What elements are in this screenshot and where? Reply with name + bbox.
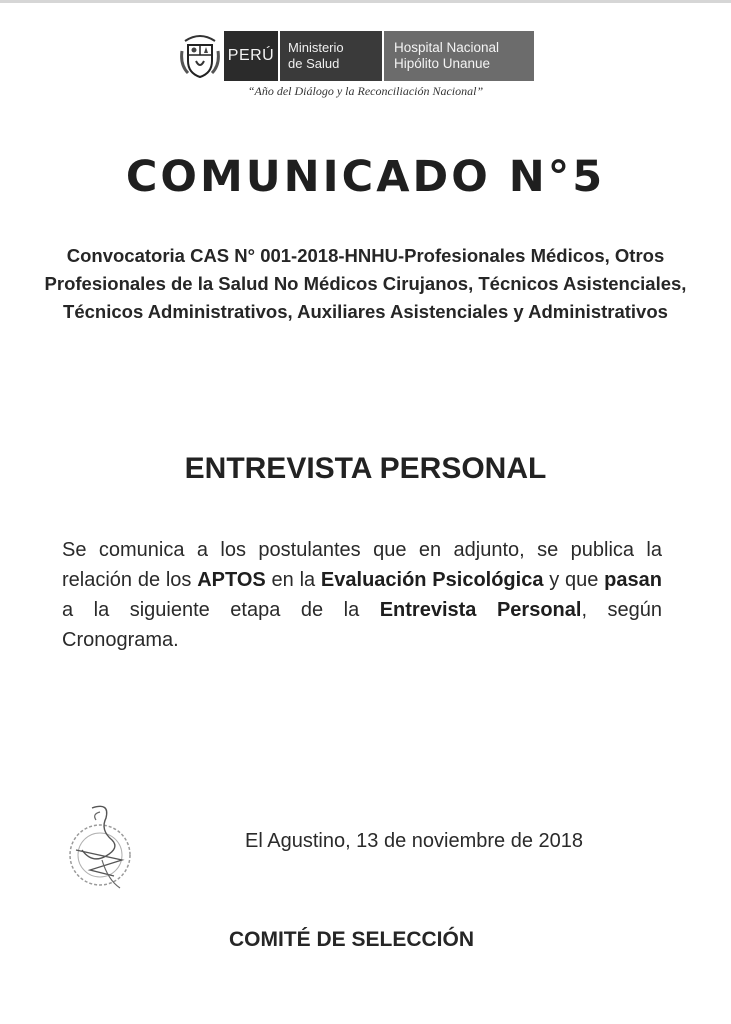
body-part-5: , según Cronograma.	[62, 599, 663, 651]
ministry-line-2: de Salud	[288, 56, 340, 71]
ministry-line-1: Ministerio	[288, 40, 344, 55]
signature-committee: COMITÉ DE SELECCIÓN	[228, 928, 475, 951]
call-description: Convocatoria CAS N° 001-2018-HNHU-Profesionales Médicos, Otros Profesionales de la Salud No Médicos Cirujanos, Técnicos Asistenciales, Técnicos Administrativos, Auxiliares Asistenciales y Administrativos	[44, 245, 687, 322]
announcement-body	[62, 535, 662, 655]
body-part-3: y que	[543, 569, 605, 591]
hospital-line-2: Hipólito Unanue	[394, 56, 491, 71]
body-bold-interview: Entrevista Personal	[379, 599, 582, 621]
signature-stamp	[62, 800, 142, 895]
body-bold-aptos: APTOS	[197, 569, 266, 591]
document-title: COMUNICADO N°5	[125, 152, 606, 202]
body-part-1: Se comunica a los postulantes que en adjunto, se publica la relación de los	[62, 539, 662, 591]
ministry-label	[278, 31, 382, 81]
coat-of-arms-icon	[178, 31, 222, 81]
hospital-line-1: Hospital Nacional	[394, 40, 500, 55]
body-bold-pasan: pasan	[604, 569, 662, 591]
peru-label: PERÚ	[222, 31, 278, 81]
section-title: ENTREVISTA PERSONAL	[184, 452, 547, 485]
hospital-label	[382, 31, 534, 81]
body-part-2: en la	[265, 569, 321, 591]
institution-logo	[178, 31, 534, 81]
body-bold-evaluation: Evaluación Psicológica	[320, 569, 544, 591]
page-top-edge	[0, 0, 731, 3]
year-motto: “Año del Diálogo y la Reconciliación Nacional”	[247, 84, 484, 98]
place-and-date: El Agustino, 13 de noviembre de 2018	[245, 830, 584, 852]
body-part-4: a la siguiente etapa de la	[62, 599, 380, 621]
